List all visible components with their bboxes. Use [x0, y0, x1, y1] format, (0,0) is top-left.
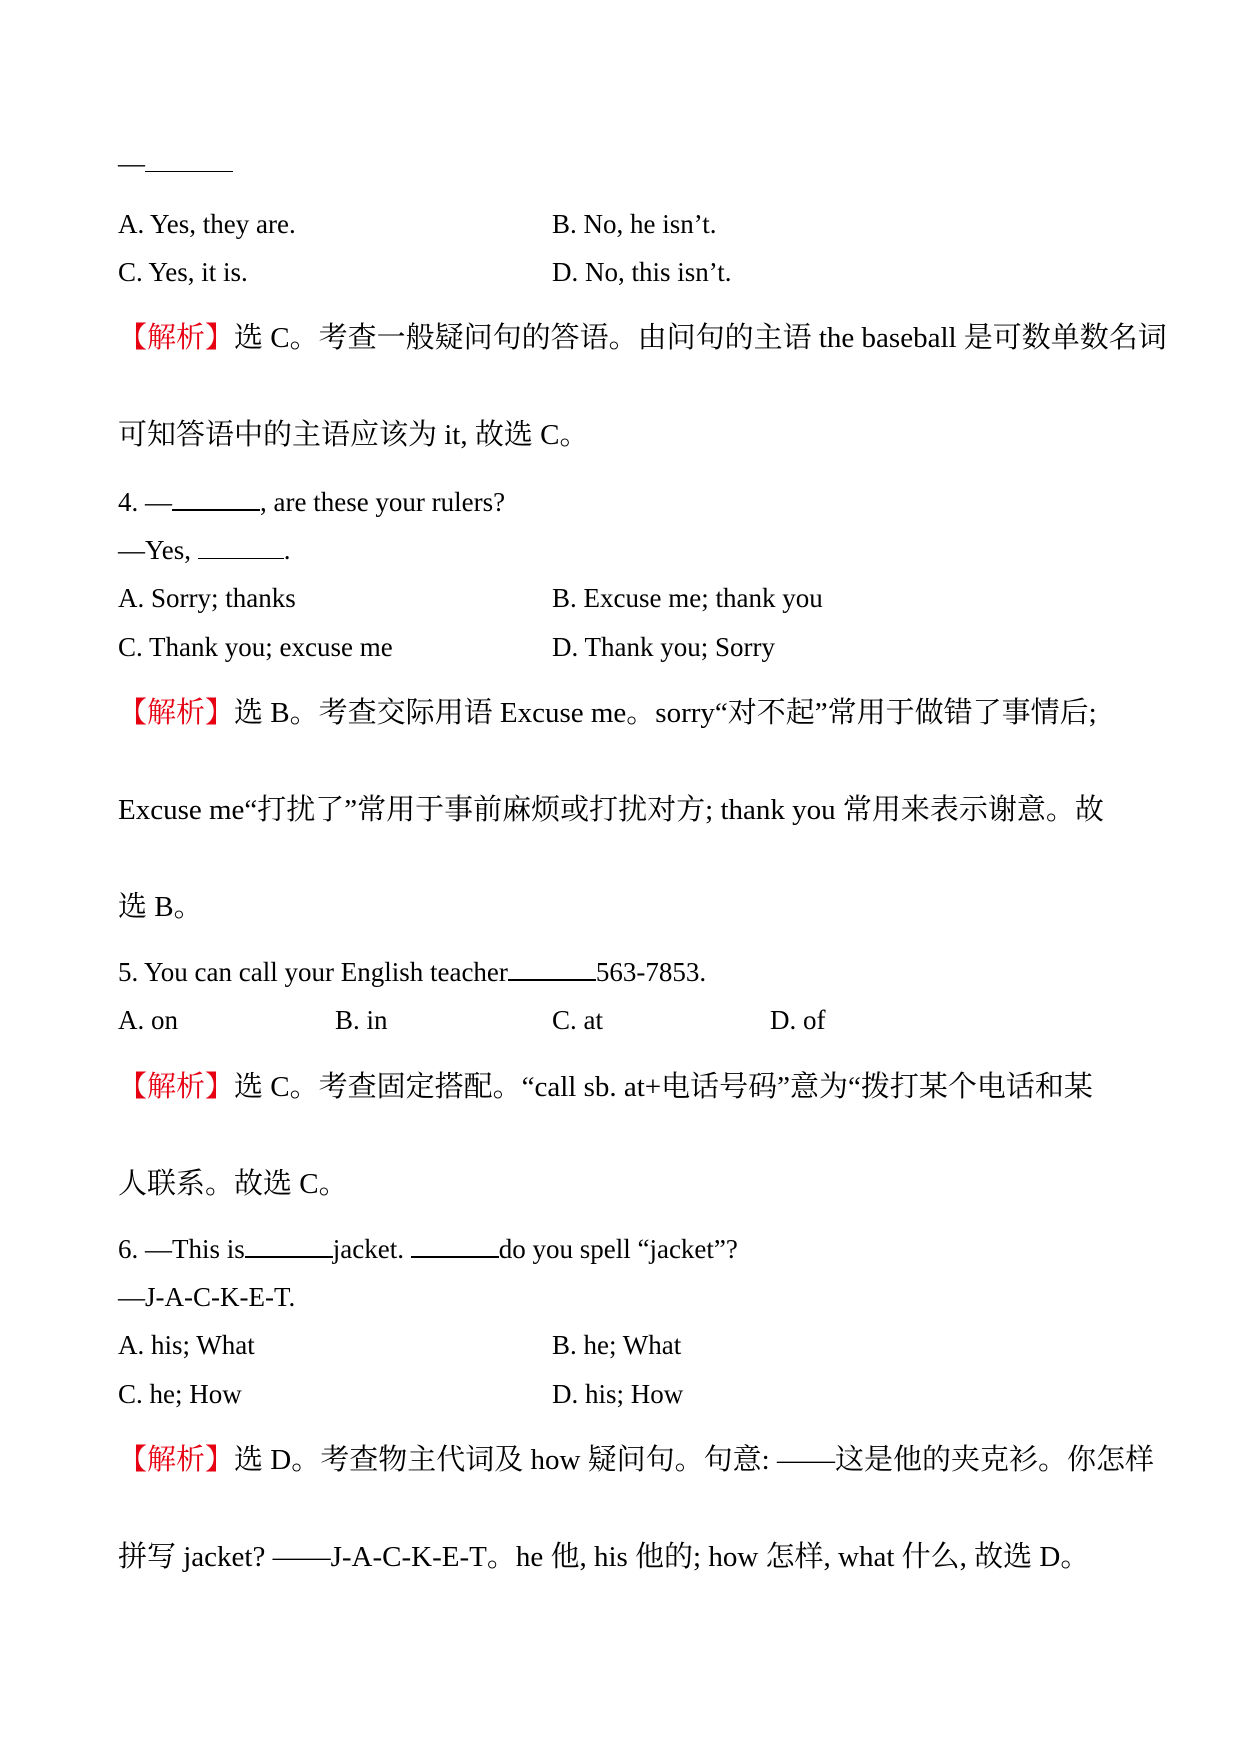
q3-option-c: C. Yes, it is. [118, 257, 248, 287]
q3-dash: — [118, 148, 145, 178]
q5-option-b: B. in [335, 1005, 388, 1035]
q6-option-c: C. he; How [118, 1379, 242, 1409]
q6-analysis-line1 [118, 1440, 1154, 1480]
q6-option-a: A. his; What [118, 1330, 255, 1360]
q4-analysis-line3: 选 B。 [118, 891, 203, 923]
analysis-text: 选 D。考查物主代词及 how 疑问句。句意: ——这是他的夹克衫。你怎样 [234, 1444, 1154, 1476]
q6-stem-mid: jacket. [332, 1234, 411, 1264]
q6-option-d: D. his; How [552, 1379, 684, 1409]
q6-stem-prefix: 6. —This is [118, 1234, 245, 1264]
answer-blank [245, 1234, 333, 1258]
analysis-text: 选 C。考查固定搭配。“call sb. at+电话号码”意为“拨打某个电话和某 [234, 1071, 1093, 1103]
q4-option-d: D. Thank you; Sorry [552, 632, 775, 662]
q4-answer-suffix: . [283, 535, 291, 565]
q4-answer-line [118, 533, 291, 567]
q4-option-a: A. Sorry; thanks [118, 583, 296, 613]
analysis-text: 选 B。考查交际用语 Excuse me。sorry“对不起”常用于做错了事情后; [234, 697, 1097, 729]
q4-option-b: B. Excuse me; thank you [552, 583, 823, 613]
q3-answer-line [118, 146, 233, 180]
q6-stem [118, 1232, 738, 1266]
answer-blank [145, 149, 233, 172]
q4-stem-suffix: , are these your rulers? [260, 487, 506, 517]
q5-analysis-line2: 人联系。故选 C。 [118, 1168, 348, 1200]
q3-analysis-line1 [118, 318, 1167, 358]
q3-analysis-line2: 可知答语中的主语应该为 it, 故选 C。 [118, 419, 589, 451]
answer-blank [172, 487, 260, 511]
q5-option-c: C. at [552, 1005, 603, 1035]
analysis-tag: 【解析】 [118, 322, 235, 354]
q6-analysis-line2: 拼写 jacket? ——J-A-C-K-E-T。he 他, his 他的; how 怎样, what 什么, 故选 D。 [118, 1541, 1090, 1573]
analysis-text: 选 C。考查一般疑问句的答语。由问句的主语 the baseball 是可数单数名词 [234, 322, 1167, 354]
q4-answer-prefix: —Yes, [118, 535, 198, 565]
q6-option-b: B. he; What [552, 1330, 682, 1360]
q4-option-c: C. Thank you; excuse me [118, 632, 393, 662]
q3-option-d: D. No, this isn’t. [552, 257, 732, 287]
q5-option-a: A. on [118, 1005, 178, 1035]
answer-blank [411, 1234, 499, 1258]
answer-blank [508, 957, 596, 981]
q4-stem-prefix: 4. — [118, 487, 172, 517]
q5-stem [118, 955, 706, 989]
q6-stem-suffix: do you spell “jacket”? [498, 1234, 738, 1264]
q4-analysis-line2: Excuse me“打扰了”常用于事前麻烦或打扰对方; thank you 常用来表示谢意。故 [118, 794, 1104, 826]
q3-option-b: B. No, he isn’t. [552, 209, 717, 239]
analysis-tag: 【解析】 [118, 697, 235, 729]
q5-analysis-line1 [118, 1067, 1093, 1107]
q3-option-a: A. Yes, they are. [118, 209, 296, 239]
analysis-tag: 【解析】 [118, 1444, 235, 1476]
answer-blank [198, 536, 284, 559]
q5-stem-suffix: 563-7853. [595, 957, 707, 987]
q6-answer: —J-A-C-K-E-T. [118, 1282, 296, 1312]
q5-option-d: D. of [770, 1005, 826, 1035]
q4-analysis-line1 [118, 693, 1097, 733]
q5-stem-prefix: 5. You can call your English teacher [118, 957, 508, 987]
analysis-tag: 【解析】 [118, 1071, 235, 1103]
q4-stem [118, 485, 505, 519]
